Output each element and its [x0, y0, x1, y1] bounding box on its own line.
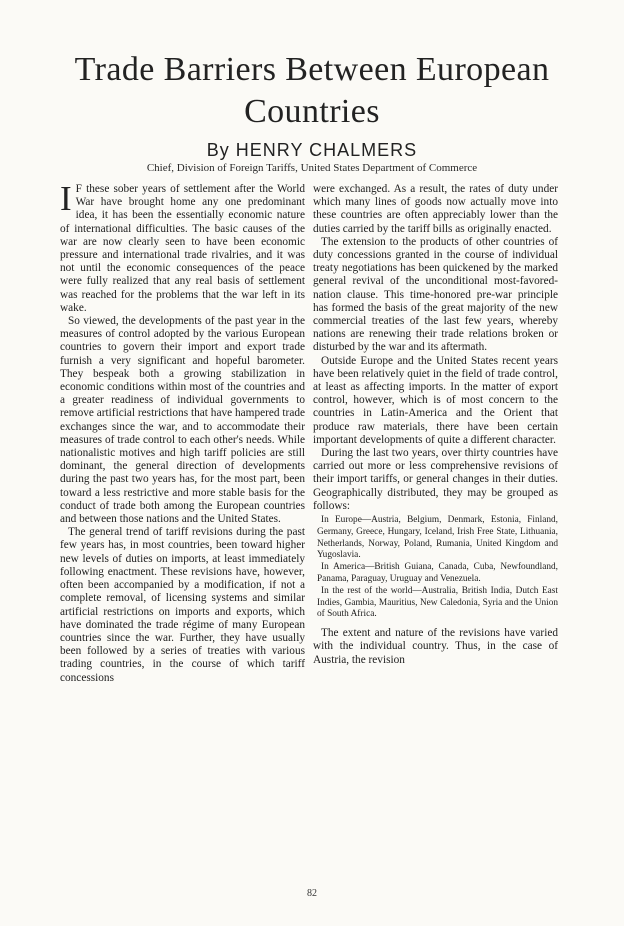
paragraph-2: So viewed, the developments of the past year in the measures of control adopted by the various European countries to govern their import and export trade furnish a very significant and hopeful barometer. They bespeak both a growing stabilization in economic conditions within most of the countries and a greater readiness of individual governments to remove artificial restrictions that have hampered trade exchanges since the war, and to accommodate their measures of trade control to each other's needs. While nationalistic motives and high tariff policies are still dominant, the general direction of developments during the past two years has, for the most part, been toward a less restrictive and more stable basis for the conduct of trade both among the European countries and between those nations and the United States. — [60, 315, 305, 526]
country-list — [313, 515, 558, 621]
paragraph-4: were exchanged. As a result, the rates of duty under which many lines of goods now actually move into these countries are often appreciably lower than the duties carried by the tariff bills as originally enacted. — [313, 183, 558, 235]
drop-cap: I — [60, 179, 72, 218]
paragraph-1 — [60, 179, 305, 315]
article-title-line-1: Trade Barriers Between European — [74, 51, 550, 88]
country-list-america: In America—British Guiana, Canada, Cuba, Newfoundland, Panama, Paraguay, Uruguay and Venezuela. — [317, 562, 558, 585]
page-number: 82 — [307, 888, 317, 899]
left-column — [60, 179, 305, 685]
paragraph-5: The extension to the products of other countries of duty concessions granted in the course of individual treaty negotiations has been quickened by the marked general revival of the unconditional most-favored-nation clause. This time-honored pre-war principle has formed the basis of the great majority of the new commercial treaties of the last few years, whereby nations are renewing their trade relations broken or disturbed by the war and its aftermath. — [313, 235, 558, 354]
article-title-line-2: Countries — [244, 93, 380, 130]
paragraph-8: The extent and nature of the revisions have varied with the individual country. Thus, in the case of Austria, the revision — [313, 627, 558, 666]
author-byline: By HENRY CHALMERS — [206, 140, 418, 160]
right-column — [313, 183, 558, 667]
paragraph-3: The general trend of tariff revisions during the past few years has, in most countries, been toward higher new levels of duties on imports, at least immediately following enactment. These revisions have, however, often been accompanied by a modification, if not a complete removal, of licensing systems and similar artificial restrictions on imports and exports, which have dominated the trade régime of many European countries since the war. Further, they have usually been followed by a series of treaties with various trading countries, in the course of which tariff concessions — [60, 526, 305, 684]
country-list-rest: In the rest of the world—Australia, British India, Dutch East Indies, Gambia, Mauritius, New Caledonia, Syria and the Union of South Africa. — [317, 585, 558, 620]
paragraph-7: During the last two years, over thirty countries have carried out more or less comprehensive revisions of their import tariffs, or general changes in their duties. Geographically distributed, they may be grouped as follows: — [313, 447, 558, 512]
paragraph-1-text: F these sober years of settlement after the World War have brought home any one predominant idea, it has been the essentially economic nature of international difficulties. The basic causes of the war are now clearly seen to have been economic pressure and international trade rivalries, and it was not until the economic consequences of the peace were fully realized that any real basis of settlement was reached for the problems that the war left in its wake. — [60, 183, 305, 314]
author-affiliation: Chief, Division of Foreign Tariffs, United States Department of Commerce — [146, 162, 478, 174]
paragraph-6: Outside Europe and the United States recent years have been relatively quiet in the field of trade control, at least as affecting imports. In the matter of export control, however, which is of most concern to the countries in Latin-America and the Orient that produce raw materials, there have been certain important developments of quite a different character. — [313, 354, 558, 446]
country-list-europe: In Europe—Austria, Belgium, Denmark, Estonia, Finland, Germany, Greece, Hungary, Iceland, Irish Free State, Lithuania, Netherlands, Norway, Poland, Rumania, United Kingdom and Yugoslavia. — [317, 515, 558, 561]
